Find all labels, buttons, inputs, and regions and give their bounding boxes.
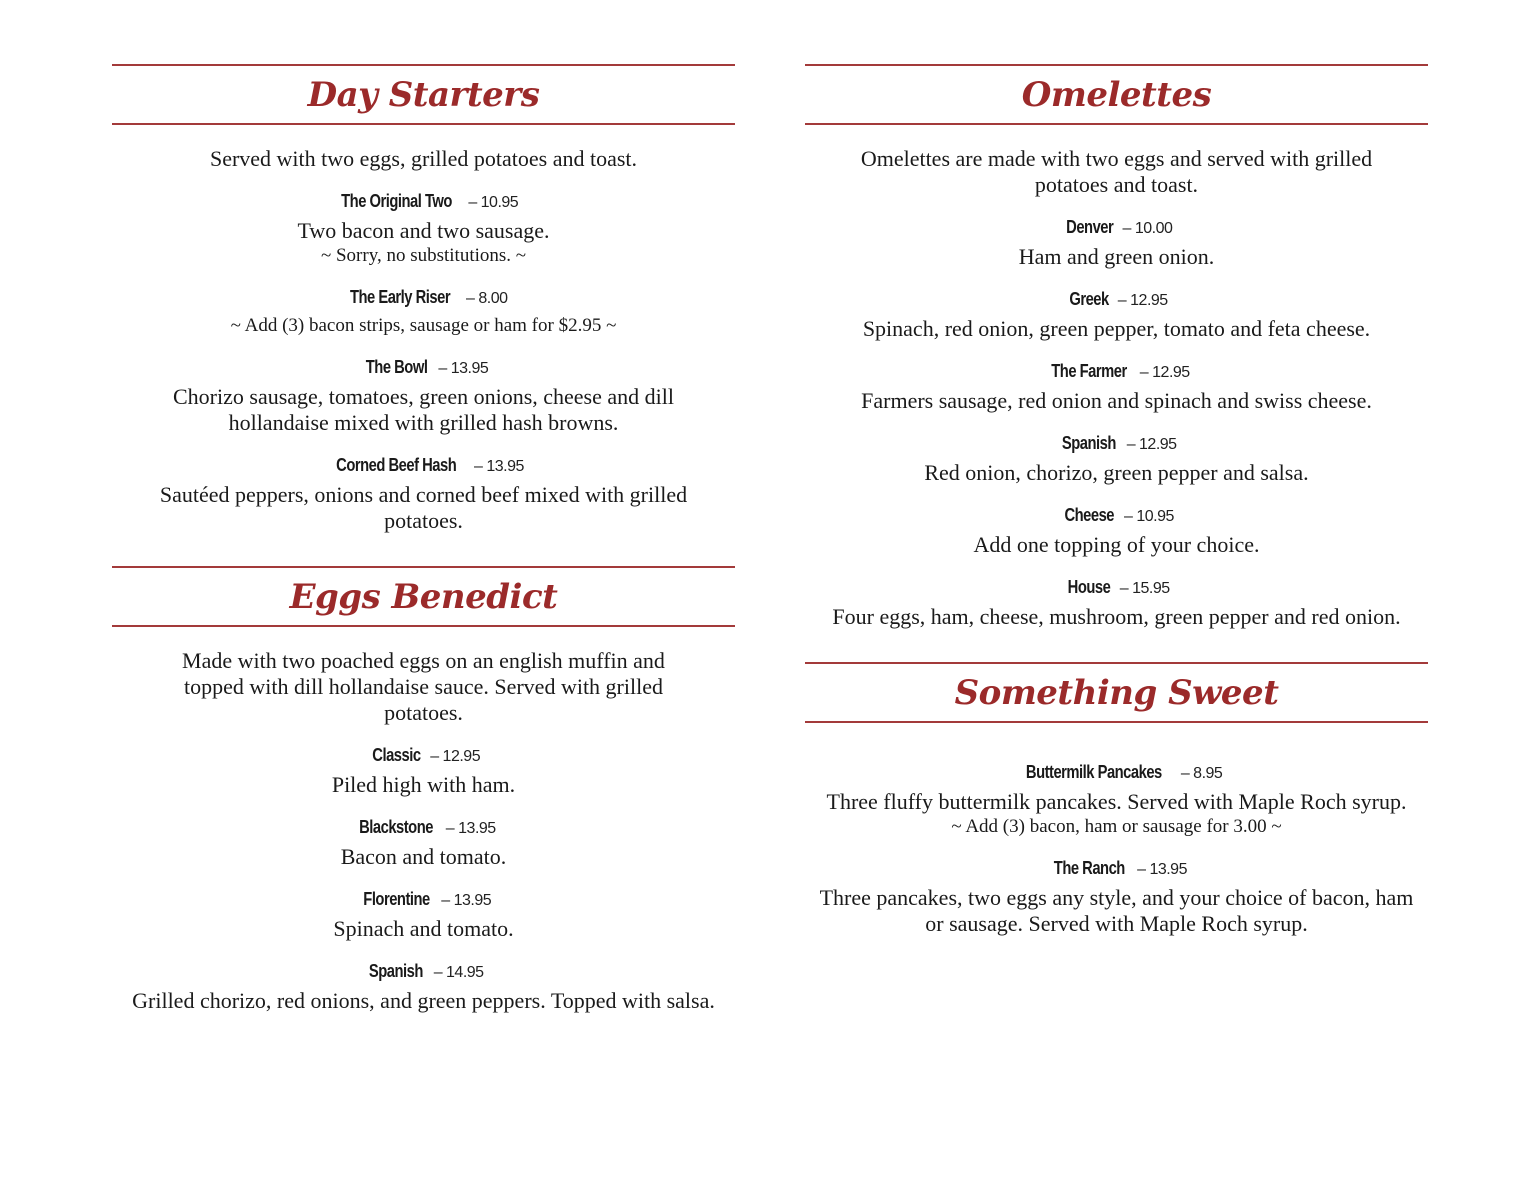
item-name: The Early Riser xyxy=(350,287,451,307)
item-description: Farmers sausage, red onion and spinach and swiss cheese. xyxy=(861,388,1372,413)
item-description: Spinach and tomato. xyxy=(333,916,514,941)
menu-item-greek xyxy=(805,288,1428,342)
item-heading xyxy=(112,356,735,380)
item-description: Chorizo sausage, tomatoes, green onions, cheese and dill hollandaise mixed with grilled hash browns. xyxy=(173,384,674,435)
item-heading xyxy=(805,432,1428,456)
section-title-day-starters: Day Starters xyxy=(307,74,540,115)
item-name: House xyxy=(1067,577,1111,597)
item-name: The Original Two xyxy=(340,191,452,211)
item-note: ~ Add (3) bacon strips, sausage or ham for $2.95 ~ xyxy=(230,315,617,336)
item-price: – 13.95 xyxy=(1137,861,1187,878)
item-name: Corned Beef Hash xyxy=(336,455,457,475)
item-name: Denver xyxy=(1065,217,1113,237)
item-description: Red onion, chorizo, green pepper and salsa. xyxy=(924,460,1309,485)
menu-item-the-ranch xyxy=(805,857,1428,937)
item-note: ~ Sorry, no substitutions. ~ xyxy=(320,245,527,266)
item-name: The Ranch xyxy=(1053,858,1125,878)
item-note: ~ Add (3) bacon, ham or sausage for 3.00 ~ xyxy=(951,816,1282,837)
menu-item-early-riser xyxy=(112,286,735,338)
item-description: Spinach, red onion, green pepper, tomato and feta cheese. xyxy=(862,316,1371,341)
item-heading xyxy=(805,360,1428,384)
item-description: Ham and green onion. xyxy=(1018,244,1215,269)
menu-item-classic xyxy=(112,744,735,798)
omelettes-intro: Omelettes are made with two eggs and served with grilled potatoes and toast. xyxy=(860,146,1373,197)
item-price: – 15.95 xyxy=(1119,580,1170,597)
item-name: Florentine xyxy=(363,889,430,909)
item-description: Piled high with ham. xyxy=(331,772,516,797)
item-heading xyxy=(112,286,735,310)
item-description: Three fluffy buttermilk pancakes. Served with Maple Roch syrup. xyxy=(826,789,1407,814)
item-description: Add one topping of your choice. xyxy=(973,532,1260,557)
item-description: Four eggs, ham, cheese, mushroom, green pepper and red onion. xyxy=(832,604,1401,629)
item-description: Bacon and tomato. xyxy=(340,844,507,869)
item-price: – 8.95 xyxy=(1180,765,1223,782)
left-column xyxy=(112,64,735,1014)
item-name: The Bowl xyxy=(365,357,428,377)
item-price: – 13.95 xyxy=(445,820,496,837)
item-description: Three pancakes, two eggs any style, and your choice of bacon, ham or sausage. Served with Maple Roch syrup. xyxy=(819,885,1414,936)
day-starters-header xyxy=(112,64,735,125)
item-heading xyxy=(805,216,1428,240)
item-heading xyxy=(805,857,1428,881)
eggs-benedict-intro: Made with two poached eggs on an english muffin and topped with dill hollandaise sauce. Served with grilled potatoes. xyxy=(182,648,665,725)
item-heading xyxy=(805,288,1428,312)
section-title-omelettes: Omelettes xyxy=(1021,74,1212,115)
menu-item-blackstone xyxy=(112,816,735,870)
item-name: Buttermilk Pancakes xyxy=(1025,762,1162,782)
item-description: Grilled chorizo, red onions, and green peppers. Topped with salsa. xyxy=(132,988,715,1013)
menu-item-florentine xyxy=(112,888,735,942)
item-description: Sautéed peppers, onions and corned beef mixed with grilled potatoes. xyxy=(159,482,688,533)
item-price: – 10.00 xyxy=(1122,220,1173,237)
menu-item-the-farmer xyxy=(805,360,1428,414)
menu-item-cheese xyxy=(805,504,1428,558)
item-name: Spanish xyxy=(369,961,424,981)
menu-item-house xyxy=(805,576,1428,630)
eggs-benedict-header xyxy=(112,566,735,627)
item-price: – 8.00 xyxy=(466,290,508,307)
section-title-eggs-benedict: Eggs Benedict xyxy=(289,576,558,617)
something-sweet-header xyxy=(805,662,1428,723)
item-name: Classic xyxy=(372,745,421,765)
item-heading xyxy=(805,504,1428,528)
item-heading xyxy=(112,190,735,214)
omelettes-header xyxy=(805,64,1428,125)
menu-item-denver xyxy=(805,216,1428,270)
menu-item-buttermilk-pancakes xyxy=(805,761,1428,839)
item-heading xyxy=(112,744,735,768)
item-heading xyxy=(805,761,1428,785)
day-starters-intro: Served with two eggs, grilled potatoes and toast. xyxy=(209,146,638,171)
item-price: – 14.95 xyxy=(433,964,484,981)
menu-item-the-bowl xyxy=(112,356,735,436)
item-description: Two bacon and two sausage. xyxy=(297,218,550,243)
item-price: – 12.95 xyxy=(1139,364,1190,381)
item-price: – 13.95 xyxy=(438,360,489,377)
menu-item-original-two xyxy=(112,190,735,268)
item-price: – 10.95 xyxy=(1124,508,1174,525)
item-heading xyxy=(112,888,735,912)
item-name: Blackstone xyxy=(359,817,434,837)
item-price: – 13.95 xyxy=(474,458,524,475)
item-price: – 12.95 xyxy=(1117,292,1168,309)
item-price: – 12.95 xyxy=(430,748,481,765)
item-heading xyxy=(112,816,735,840)
item-heading xyxy=(112,454,735,478)
item-name: Greek xyxy=(1069,289,1110,309)
item-price: – 13.95 xyxy=(441,892,492,909)
menu-item-corned-beef-hash xyxy=(112,454,735,534)
menu-item-spanish-omelette xyxy=(805,432,1428,486)
item-heading xyxy=(112,960,735,984)
item-heading xyxy=(805,576,1428,600)
item-name: The Farmer xyxy=(1051,361,1128,381)
item-name: Cheese xyxy=(1064,505,1115,525)
section-title-something-sweet: Something Sweet xyxy=(954,672,1279,713)
menu-item-spanish-benedict xyxy=(112,960,735,1014)
item-price: – 10.95 xyxy=(468,194,519,211)
item-name: Spanish xyxy=(1062,433,1117,453)
right-column xyxy=(805,64,1428,937)
item-price: – 12.95 xyxy=(1126,436,1177,453)
